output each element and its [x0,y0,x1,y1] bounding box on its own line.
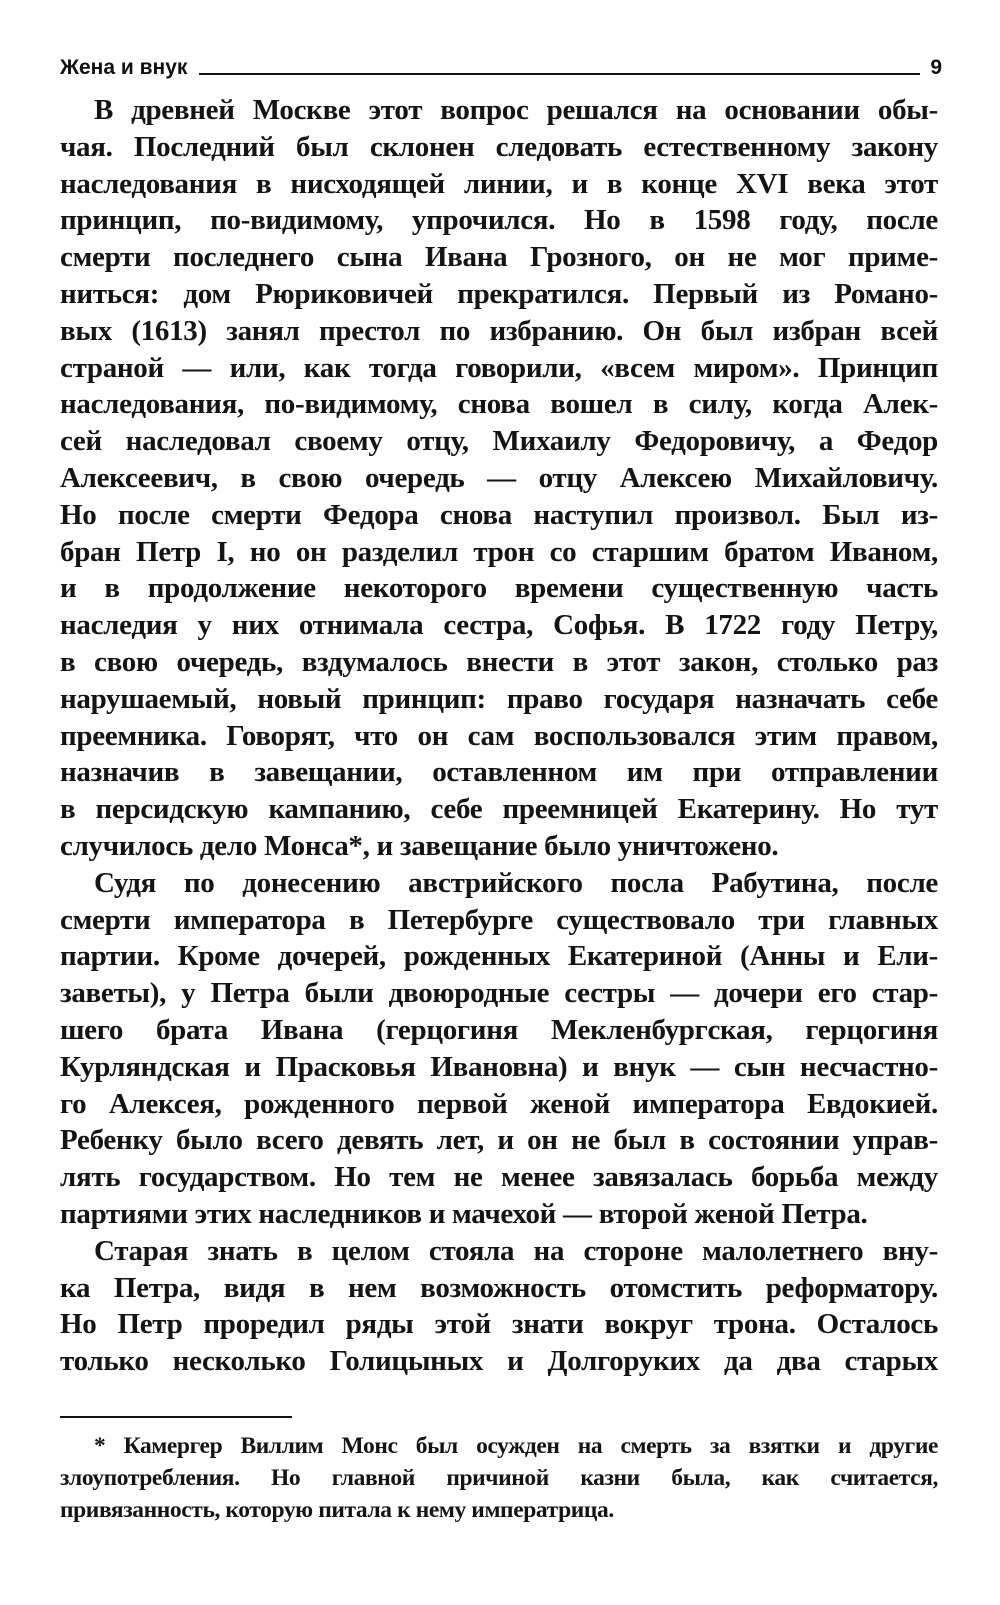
text-line: Судя по донесению австрийского посла Рабутина, после [94,866,938,899]
text-line: партии. Кроме дочерей, рожденных Екатериной (Анны и Ели- [60,940,938,973]
paragraph-2 [60,865,938,1233]
text-line: В древней Москве этот вопрос решался на основании обы- [94,94,938,126]
text-line: Алексеевич, в свою очередь — отцу Алексею Михайловичу. [60,461,938,494]
footnote-line: злоупотребления. Но главной причиной казни была, как считается, [60,1465,938,1491]
text-line: смерти императора в Петербурге существовало три главных [60,903,938,936]
footnote [60,1430,938,1526]
running-head-rule [199,73,920,75]
text-line: Но после смерти Федора снова наступил произвол. Был из- [60,498,938,531]
text-line: нарушаемый, новый принцип: право государя назначать себе [60,682,938,715]
paragraph-3 [60,1233,938,1380]
text-line: партиями этих наследников и мачехой — второй женой Петра. [60,1197,868,1230]
text-line: чая. Последний был склонен следовать естественному закону [60,130,938,163]
text-line: го Алексея, рожденного первой женой императора Евдокией. [60,1087,938,1120]
text-line: ниться: дом Рюриковичей прекратился. Первый из Романо- [60,277,938,310]
text-line: страной — или, как тогда говорили, «всем миром». Принцип [60,351,938,384]
text-line: вых (1613) занял престол по избранию. Он был избран всей [60,314,938,347]
text-line: принцип, по-видимому, упрочился. Но в 1598 году, после [60,204,938,237]
text-line: смерти последнего сына Ивана Грозного, он не мог приме- [60,241,938,274]
page-number: 9 [930,56,942,79]
text-line: в персидскую кампанию, себе преемницей Екатерину. Но тут [60,793,938,826]
text-line: наследования, по-видимому, снова вошел в силу, когда Алек- [60,388,938,421]
footnote-rule [60,1416,292,1418]
text-line: бран Петр I, но он разделил трон со старшим братом Иваном, [60,535,938,568]
text-line: и в продолжение некоторого времени существенную часть [60,572,938,605]
footnote-line: привязанность, которую питала к нему императрица. [60,1497,614,1523]
text-line: Курляндская и Прасковья Ивановна) и внук — сын несчастно- [60,1050,938,1083]
body-text [60,92,938,1380]
text-line: шего брата Ивана (герцогиня Мекленбургская, герцогиня [60,1013,938,1046]
footnote-line: * Камергер Виллим Монс был осужден на смерть за взятки и другие [94,1433,938,1459]
running-head [60,48,942,78]
text-line: наследования в нисходящей линии, и в конце XVI века этот [60,167,938,200]
text-line: лять государством. Но тем не менее завязалась борьба между [60,1161,938,1194]
text-line: Старая знать в целом стояла на стороне малолетнего вну- [94,1234,938,1267]
text-line: Ребенку было всего девять лет, и он не был в состоянии управ- [60,1124,938,1157]
text-line: преемника. Говорят, что он сам воспользовался этим правом, [60,719,938,752]
text-line: сей наследовал своему отцу, Михаилу Федоровичу, а Федор [60,425,938,458]
paragraph-1 [60,92,938,865]
text-line: случилось дело Монса*, и завещание было уничтожено. [60,829,779,862]
text-line: назначив в завещании, оставленном им при отправлении [60,756,938,789]
text-line: наследия у них отнимала сестра, Софья. В 1722 году Петру, [60,609,938,642]
text-line: заветы), у Петра были двоюродные сестры — дочери его стар- [60,977,938,1010]
running-head-title: Жена и внук [60,56,188,79]
text-line: только несколько Голицыных и Долгоруких да два старых [60,1345,938,1378]
text-line: Но Петр проредил ряды этой знати вокруг трона. Осталось [60,1308,938,1341]
text-line: ка Петра, видя в нем возможность отомстить реформатору. [60,1271,938,1304]
text-line: в свою очередь, вздумалось внести в этот закон, столько раз [60,645,938,678]
